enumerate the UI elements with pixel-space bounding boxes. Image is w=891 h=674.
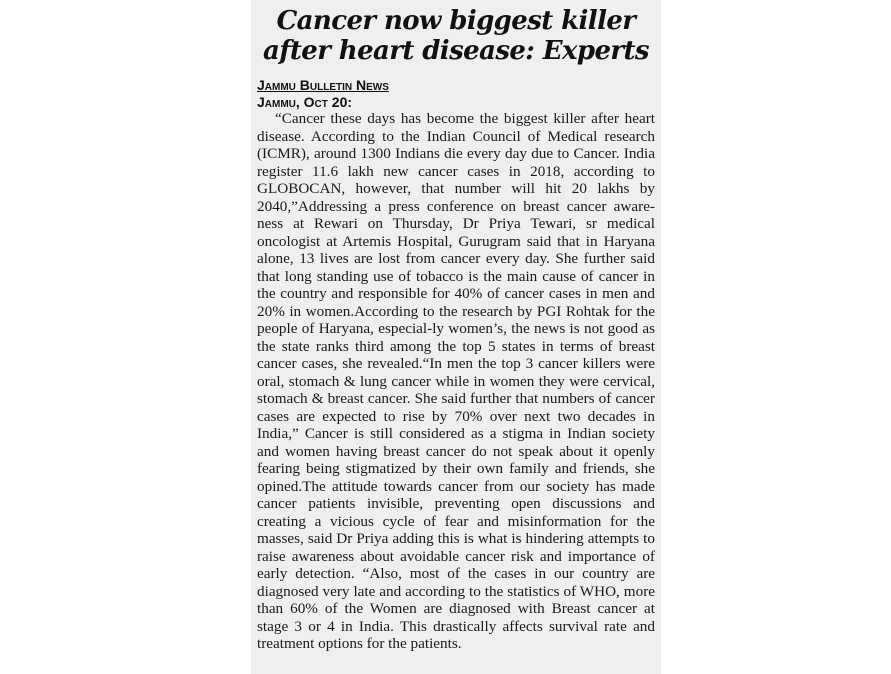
headline: Cancer now biggest killer after heart disease: Experts <box>263 6 649 66</box>
dateline: Jammu, Oct 20: <box>257 94 353 110</box>
news-clipping <box>251 0 661 674</box>
source-byline: Jammu Bulletin News <box>257 77 389 93</box>
article-body: “Cancer these days has become the biggest killer after heart disease. According to the Indian Council of Medical research (ICMR), around 1300 Indians die every day due to Cancer. India register 11.6 lakh new cancer cases in 2018, according to GLOBOCAN, however, that number will hit 20 lakhs by 2040,”Addressing a press conference on breast cancer aware-ness at Rewari on Thursday, Dr Priya Tewari, sr medical oncologist at Artemis Hospital, Gurugram said that in Haryana alone, 13 lives are lost from cancer every day. She further said that long standing use of tobacco is the main cause of cancer in the country and responsible for 40% of cancer cases in men and 20% in women.According to the research by PGI Rohtak for the people of Haryana, especial-ly women’s, the news is not good as the state ranks third among the top 5 states in terms of breast cancer cases, she revealed.“In men the top 3 cancer killers were oral, stomach & lung cancer while in women they were cervical, stomach & breast cancer. She said further that numbers of cancer cases are expected to rise by 70% over next two decades in India,” Cancer is still considered as a stigma in Indian society and women having breast cancer do not speak about it openly fearing being stigmatized by their own family and friends, she opined.The attitude towards cancer from our society has made cancer patients invisible, preventing open discussions and creating a vicious cycle of fear and misinformation for the masses, said Dr Priya adding this is what is hindering attempts to raise awareness about avoidable cancer risk and importance of early detection. “Also, most of the cases in our country are diagnosed very late and according to the statistics of WHO, more than 60% of the Women are diagnosed with Breast cancer at stage 3 or 4 in India. This drastically affects survival rate and treatment options for the patients. <box>257 110 655 652</box>
